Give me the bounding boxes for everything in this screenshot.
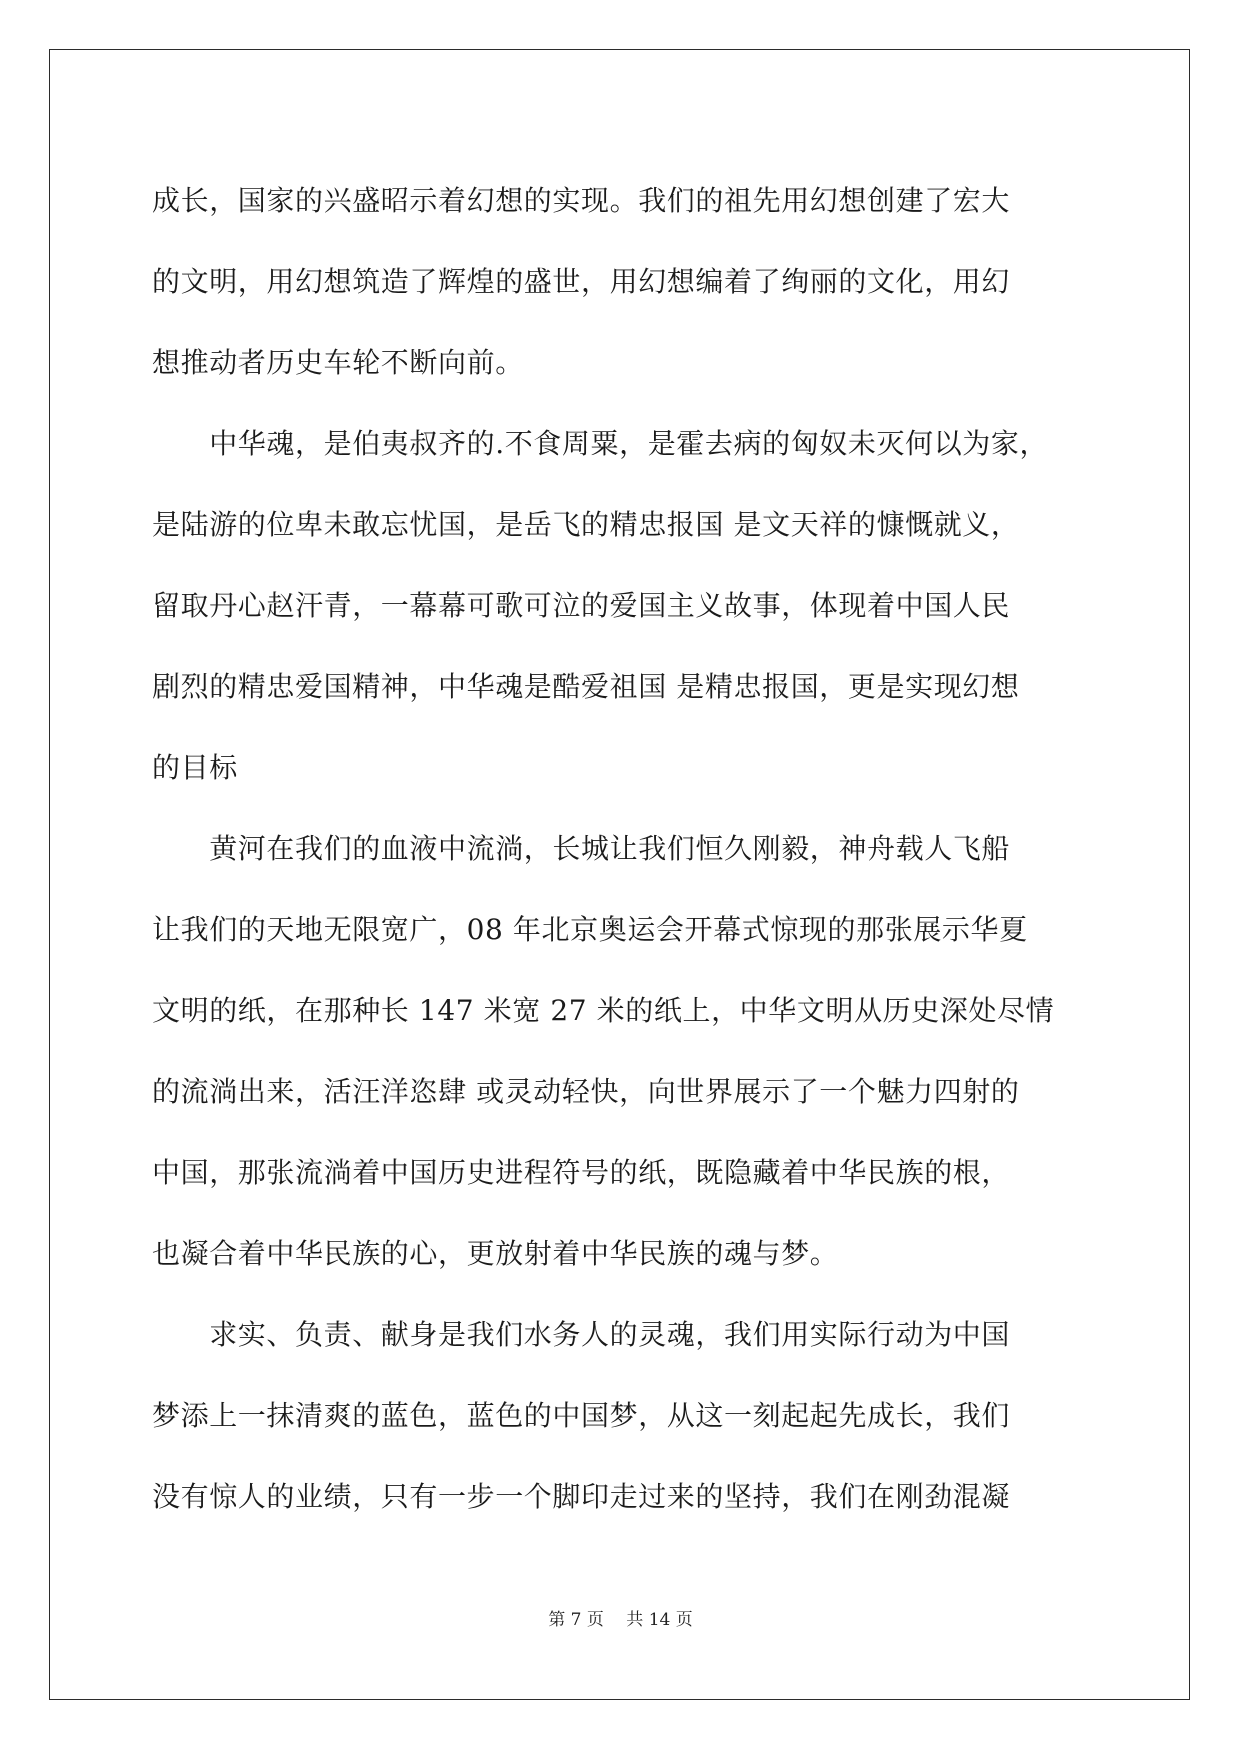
text-line: 的目标 xyxy=(152,751,238,784)
body-text xyxy=(152,160,1092,1537)
text-line: 中华魂，是伯夷叔齐的.不食周粟，是霍去病的匈奴未灭何以为家， xyxy=(152,427,1049,460)
text-line: 想推动者历史车轮不断向前。 xyxy=(152,346,524,379)
text-line: 文明的纸，在那种长 147 米宽 27 米的纸上，中华文明从历史深处尽情 xyxy=(152,994,1055,1027)
text-line: 剧烈的精忠爱国精神，中华魂是酷爱祖国 是精忠报国，更是实现幻想 xyxy=(152,670,1020,703)
page-number-footer: 第 7 页 共 14 页 xyxy=(548,1610,693,1630)
text-line: 让我们的天地无限宽广，08 年北京奥运会开幕式惊现的那张展示华夏 xyxy=(152,913,1028,946)
text-line: 留取丹心赵汗青，一幕幕可歌可泣的爱国主义故事，体现着中国人民 xyxy=(152,589,1011,622)
text-line: 求实、负责、献身是我们水务人的灵魂，我们用实际行动为中国 xyxy=(152,1318,1011,1351)
text-line: 中国，那张流淌着中国历史进程符号的纸，既隐藏着中华民族的根， xyxy=(152,1156,1011,1189)
text-line: 是陆游的位卑未敢忘忧国，是岳飞的精忠报国 是文天祥的慷慨就义， xyxy=(152,508,1020,541)
text-line: 成长，国家的兴盛昭示着幻想的实现。我们的祖先用幻想创建了宏大 xyxy=(152,184,1011,217)
text-line: 的流淌出来，活汪洋恣肆 或灵动轻快，向世界展示了一个魅力四射的 xyxy=(152,1075,1020,1108)
text-line: 没有惊人的业绩，只有一步一个脚印走过来的坚持，我们在刚劲混凝 xyxy=(152,1480,1011,1513)
text-line: 梦添上一抹清爽的蓝色，蓝色的中国梦，从这一刻起起先成长，我们 xyxy=(152,1399,1011,1432)
text-line: 也凝合着中华民族的心，更放射着中华民族的魂与梦。 xyxy=(152,1237,839,1270)
text-line: 黄河在我们的血液中流淌，长城让我们恒久刚毅，神舟载人飞船 xyxy=(152,832,1011,865)
text-line: 的文明，用幻想筑造了辉煌的盛世，用幻想编着了绚丽的文化，用幻 xyxy=(152,265,1011,298)
